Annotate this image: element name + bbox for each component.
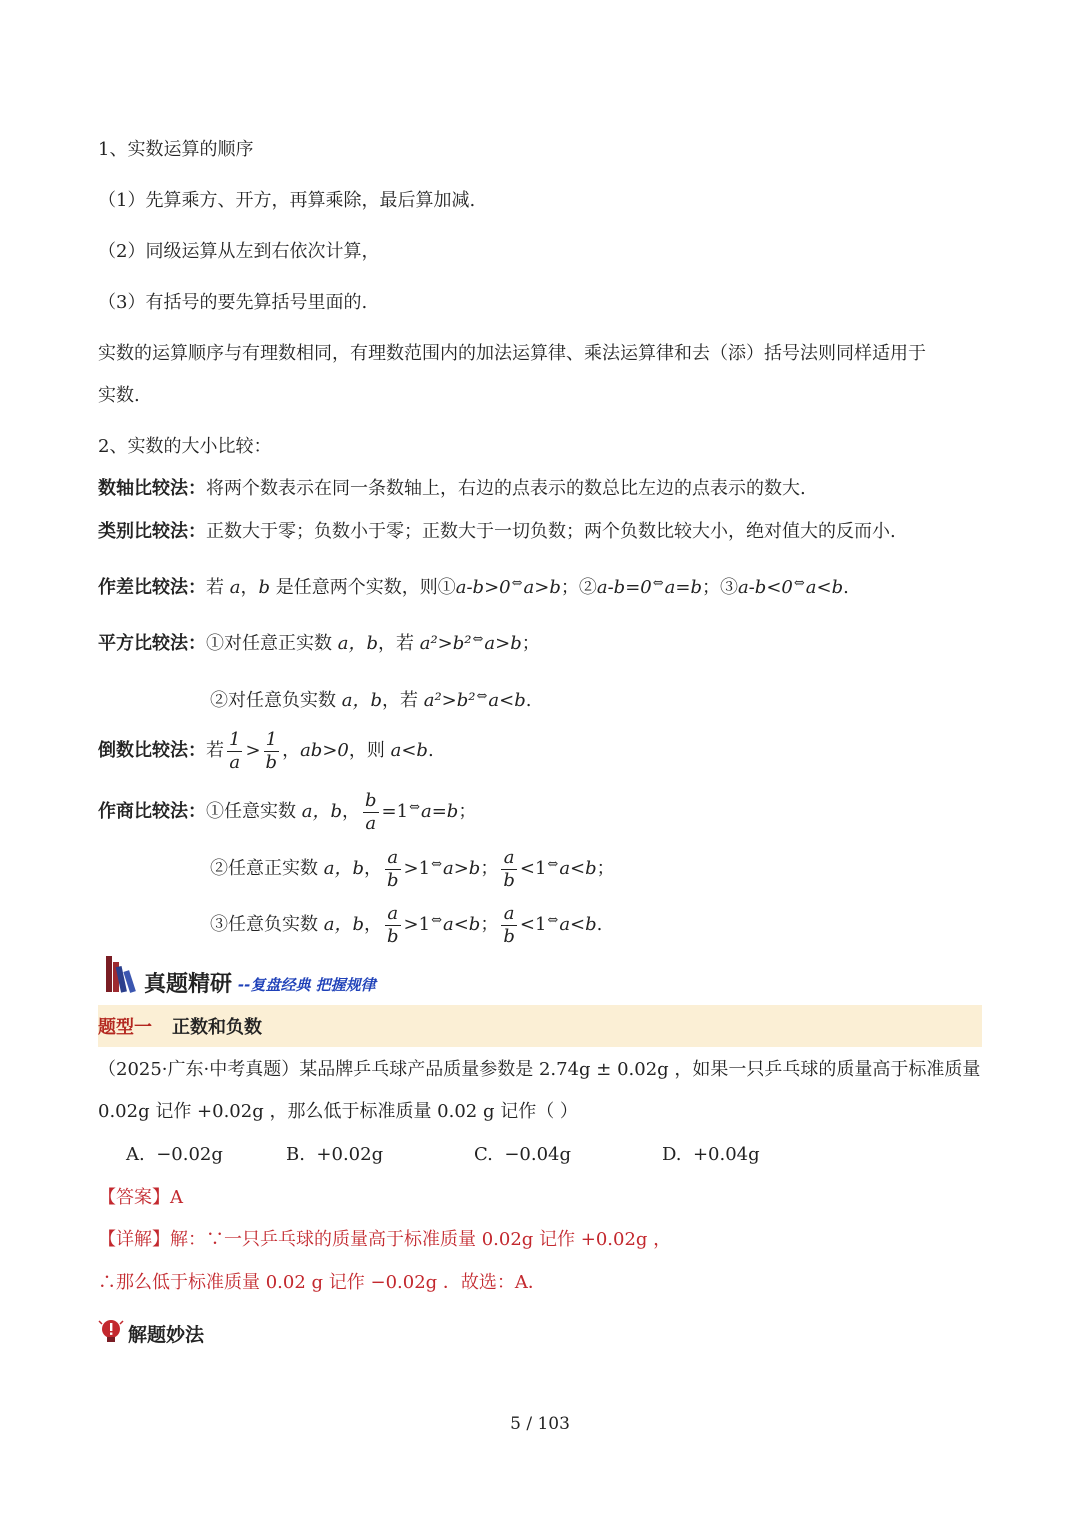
quotient-comparison-label: 作商比较法：	[98, 801, 206, 822]
category-comparison-text: 正数大于零；负数小于零；正数大于一切负数；两个负数比较大小，绝对值大的反而小.	[206, 521, 896, 542]
iff-symbol: ⇔	[793, 576, 805, 591]
iff-symbol: ⇔	[476, 689, 488, 704]
exam-study-title: 真题精研	[144, 972, 233, 997]
square-comparison-line-1: 平方比较法：①对任意正实数 a，b，若 a²>b²⇔a>b；	[98, 632, 540, 654]
iff-symbol: ⇔	[547, 913, 559, 928]
axis-comparison-label: 数轴比较法：	[98, 478, 206, 499]
rule-item-1: （1）先算乘方、开方，再算乘除，最后算加减.	[98, 190, 476, 211]
iff-symbol: ⇔	[652, 576, 664, 591]
quotient-comparison-line-2: ②任意正实数 a，b， $\frac{a}{b}$ >1⇔a>b； $\frac{a}{b}$ <1⇔a<b；	[210, 846, 615, 891]
detail-line-1: 【详解】解：∵一只乒乓球的质量高于标准质量 0.02g 记作 +0.02g ，	[98, 1229, 672, 1250]
difference-comparison-label: 作差比较法：	[98, 577, 206, 598]
section-1-note-line-1: 实数的运算顺序与有理数相同，有理数范围内的加法运算律、乘法运算律和去（添）括号法则同样适用于	[98, 343, 926, 364]
books-icon	[104, 952, 144, 994]
detail-tag: 【详解】	[98, 1229, 170, 1250]
question-line-1: （2025·广东·中考真题）某品牌乒乓球产品质量参数是 2.74g ± 0.02g ，如果一只乒乓球的质量高于标准质量	[98, 1059, 981, 1080]
option-d: D. +0.04g	[662, 1144, 760, 1165]
answer-tag: 【答案】	[98, 1187, 170, 1208]
iff-symbol: ⇔	[547, 857, 559, 872]
reciprocal-comparison-label: 倒数比较法：	[98, 740, 206, 761]
question-type-banner	[98, 1005, 982, 1047]
iff-symbol: ⇔	[511, 576, 523, 591]
exam-study-subtitle: --复盘经典 把握规律	[238, 976, 376, 994]
solution-method-title: 解题妙法	[128, 1324, 205, 1346]
question-line-2: 0.02g 记作 +0.02g ，那么低于标准质量 0.02 g 记作（ ）	[98, 1101, 578, 1122]
rule-item-2: （2）同级运算从左到右依次计算，	[98, 241, 380, 262]
square-comparison-line-2: ②对任意负实数 a，b，若 a²>b²⇔a<b.	[210, 689, 532, 711]
axis-comparison-text: 将两个数表示在同一条数轴上，右边的点表示的数总比左边的点表示的数大.	[206, 478, 806, 499]
answer	[98, 1185, 183, 1211]
fraction: $\frac{1}{b}$	[265, 728, 278, 773]
iff-symbol: ⇔	[431, 913, 442, 928]
question-type-label: 题型一	[98, 1017, 152, 1038]
category-comparison	[98, 519, 896, 545]
axis-comparison	[98, 476, 806, 502]
option-c: C. −0.04g	[474, 1144, 571, 1165]
option-b: B. +0.02g	[286, 1144, 384, 1165]
iff-symbol: ⇔	[472, 632, 484, 647]
fraction: $\frac{a}{b}$	[387, 902, 399, 947]
fraction: $\frac{a}{b}$	[503, 846, 515, 891]
option-a: A. −0.02g	[126, 1144, 223, 1165]
page-number: 5 / 103	[510, 1414, 570, 1434]
fraction: $\frac{b}{a}$	[365, 789, 377, 834]
quotient-comparison-line-1: 作商比较法：①任意实数 a，b， $\frac{b}{a}$ =1⇔a=b；	[98, 789, 477, 834]
lightbulb-icon	[98, 1318, 124, 1346]
section-1-title: 1、实数运算的顺序	[98, 139, 254, 160]
answer-value: A	[170, 1187, 183, 1208]
detail-line-2: ∴那么低于标准质量 0.02 g 记作 −0.02g ．故选：A．	[98, 1272, 546, 1293]
iff-symbol: ⇔	[409, 800, 420, 815]
iff-symbol: ⇔	[431, 857, 442, 872]
rule-item-3: （3）有括号的要先算括号里面的.	[98, 292, 368, 313]
category-comparison-label: 类别比较法：	[98, 521, 206, 542]
fraction: $\frac{a}{b}$	[387, 846, 399, 891]
fraction: $\frac{a}{b}$	[503, 902, 515, 947]
square-comparison-label: 平方比较法：	[98, 633, 206, 654]
section-2-title: 2、实数的大小比较：	[98, 436, 272, 457]
question-type-title: 正数和负数	[172, 1017, 262, 1038]
quotient-comparison-line-3: ③任意负实数 a，b， $\frac{a}{b}$ >1⇔a<b； $\frac{a}{b}$ <1⇔a<b.	[210, 902, 603, 947]
difference-comparison: 作差比较法：若 a，b 是任意两个实数，则①a-b>0⇔a>b；②a-b=0⇔a=b；③a-b<0⇔a<b.	[98, 576, 849, 598]
fraction: $\frac{1}{a}$	[229, 728, 241, 773]
section-1-note-line-2: 实数.	[98, 385, 140, 406]
reciprocal-comparison: 倒数比较法：若 $\frac{1}{a}$ > $\frac{1}{b}$ ，ab>0，则 a<b.	[98, 728, 434, 773]
